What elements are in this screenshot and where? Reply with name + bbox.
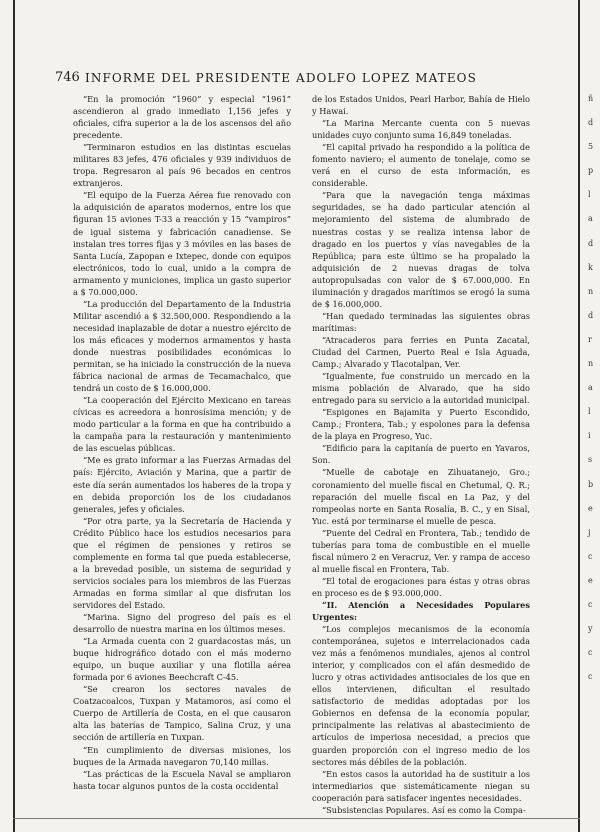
paragraph: “Por otra parte, ya la Secretaría de Hacienda y Crédito Público hace los estudios necesarios para que el régimen de pensiones y retiros se complemente en forma tal que pueda establecerse, a la brevedad posible, un sistema de seguridad y servicios sociales para los miembros de las Fuerzas Armadas en forma similar al que disfrutan los servidores del Estado. xyxy=(73,515,291,610)
margin-fragment: k xyxy=(588,262,593,272)
margin-fragment: e xyxy=(588,575,593,585)
paragraph: “Espigones en Bajamita y Puerto Escondido, Camp.; Frontera, Tab.; y espolones para la defensa de la playa en Progreso, Yuc. xyxy=(312,407,530,442)
left-text-column xyxy=(73,93,291,808)
margin-fragment: c xyxy=(588,648,593,658)
margin-fragment: a xyxy=(588,214,593,224)
margin-fragment: b xyxy=(588,479,594,489)
paragraph: “Atracaderos para ferries en Punta Zacatal, Ciudad del Carmen, Puerto Real e Isla Aguada, Camp.; Alvarado y Tlacotalpan, Ver. xyxy=(312,334,530,370)
margin-fragment: c xyxy=(588,672,593,682)
facing-page-margin-fragments xyxy=(588,93,600,682)
margin-fragment: d xyxy=(588,310,594,320)
margin-fragment: a xyxy=(588,383,593,393)
paragraph: “En cumplimiento de diversas misiones, los buques de la Armada navegaron 70,140 millas. xyxy=(73,744,291,767)
page-fold-line xyxy=(578,0,580,832)
page-header xyxy=(55,70,505,90)
paragraph: “La Armada cuenta con 2 guardacostas más, un buque hidrográfico dotado con el más moderno equipo, un buque auxiliar y una flotilla aérea formada por 6 aviones Beechcraft C-45. xyxy=(73,636,291,683)
margin-fragment: c xyxy=(588,599,593,609)
margin-fragment: j xyxy=(588,527,591,537)
margin-fragment: 5 xyxy=(588,142,594,152)
paragraph: “Terminaron estudios en las distintas escuelas militares 83 jefes, 476 oficiales y 939 individuos de tropa. Regresaron al país 96 becados en centros extranjeros. xyxy=(73,142,291,189)
paragraph: “La Marina Mercante cuenta con 5 nuevas unidades cuyo conjunto suma 16,849 toneladas. xyxy=(312,118,530,141)
paragraph: “La producción del Departamento de la Industria Militar ascendió a $ 32.500,000. Respondiendo a la necesidad inaplazable de dotar a nuestro ejército de los más eficaces y modernos armamentos y hasta donde nuestras posibilidades económicas lo permitan, se ha iniciado la construcción de la nueva fábrica nacional de armas de Tecamachalco, que tendrá un costo de $ 16.000,000. xyxy=(73,298,291,394)
paragraph: “La cooperación del Ejército Mexicano en tareas cívicas es acreedora a honrosísima mención; y de modo particular a la forma en que ha contribuido a la campaña para la restauración y mantenimiento de las escuelas públicas. xyxy=(73,395,291,454)
paragraph: “Marina. Signo del progreso del país es el desarrollo de nuestra marina en los últimos meses. xyxy=(73,612,291,635)
binding-edge-line xyxy=(13,0,15,832)
paragraph: “Me es grato informar a las Fuerzas Armadas del país: Ejército, Aviación y Marina, que a partir de este día serán aumentados los haberes de la tropa y en debida proporción los de los ciudadanos generales, jefes y oficiales. xyxy=(73,455,291,514)
section-heading: “II. Atención a Necesidades Populares Urgentes: xyxy=(312,599,530,623)
paragraph: “Igualmente, fue construido un mercado en la misma población de Alvarado, que ha sido entregado para su servicio a la autoridad municipal. xyxy=(312,371,530,406)
paragraph: “En estos casos la autoridad ha de sustituir a los intermediarios que sistemáticamente niegan su cooperación para satisfacer ingentes necesidades. xyxy=(312,768,530,803)
paragraph: “Las prácticas de la Escuela Naval se ampliaron hasta tocar algunos puntos de la costa occidental xyxy=(73,768,291,791)
paragraph: de los Estados Unidos, Pearl Harbor, Bahía de Hielo y Hawai. xyxy=(312,94,530,117)
margin-fragment: l xyxy=(588,190,591,200)
margin-fragment: l xyxy=(588,407,591,417)
margin-fragment: y xyxy=(588,624,593,634)
right-text-column xyxy=(312,93,530,815)
margin-fragment: n xyxy=(588,359,594,369)
paragraph: “El total de erogaciones para éstas y otras obras en proceso es de $ 93.000,000. xyxy=(312,575,530,598)
margin-fragment: d xyxy=(588,118,594,128)
paragraph: “El capital privado ha respondido a la política de fomento naviero; el aumento de tonelaje, como se verá en el curso de esta información, es considerable. xyxy=(312,142,530,189)
margin-fragment: p xyxy=(588,166,594,176)
margin-fragment: i xyxy=(588,431,591,441)
page-number: 746 xyxy=(55,70,80,85)
paragraph: “Para que la navegación tenga máximas seguridades, se ha dado particular atención al mejoramiento del sistema de alumbrado de nuestras costas y se realiza intensa labor de dragado en los puertos y vías navegables de la República; para este último se ha propalado la adquisición de 2 nuevas dragas de tolva autopropulsadas con valor de $ 67.000,000. En iluminación y dragados marítimos se erogó la suma de $ 16.000,000. xyxy=(312,190,530,309)
margin-fragment: n xyxy=(588,286,594,296)
margin-fragment: s xyxy=(588,455,593,465)
running-title: INFORME DEL PRESIDENTE ADOLFO LOPEZ MATEOS xyxy=(85,71,477,85)
paragraph: “Puente del Cedral en Frontera, Tab.; tendido de tuberías para toma de combustible en el muelle fiscal número 2 en Veracruz, Ver. y rampa de acceso al muelle fiscal en Frontera, Tab. xyxy=(312,527,530,574)
margin-fragment: r xyxy=(588,334,592,344)
paragraph: “Muelle de cabotaje en Zihuatanejo, Gro.; coronamiento del muelle fiscal en Chetumal, Q. R.; reparación del muelle fiscal en La Paz, y del rompeolas norte en Santa Rosalía, B. C., y en Sisal, Yuc. está por terminarse el muelle de pesca. xyxy=(312,467,530,526)
paragraph: “Se crearon los sectores navales de Coatzacoalcos, Tuxpan y Matamoros, así como el Cuerpo de Artillería de Costa, en el que causaron alta las baterías de Tampico, Salina Cruz, y una sección de artillería en Tuxpan. xyxy=(73,684,291,743)
paragraph: “Los complejos mecanismos de la economía contemporánea, sujetos e interrelacionados cada vez más a fenómenos mundiales, ajenos al control interior, y complicados con el afán desmedido de lucro y otras actividades antisociales de los que en ellos intervienen, dificultan el resultado satisfactorio de medidas adoptadas por los Gobiernos en defensa de la economía popular, principalmente las relativas al abastecimiento de artículos de imperiosa necesidad, a precios que guarden proporción con el ingreso medio de los sectores más débiles de la población. xyxy=(312,624,530,767)
margin-fragment: d xyxy=(588,238,594,248)
paragraph: “Subsistencias Populares. Así es como la Compa- xyxy=(322,804,526,815)
paragraph: “El equipo de la Fuerza Aérea fue renovado con la adquisición de aparatos modernos, entre los que figuran 15 aviones T-33 a reacción y 15 “vampiros” de igual sistema y fabricación canadiense. Se instalan tres torres fijas y 3 móviles en las bases de Santa Lucía, Zapopan e Ixtepec, donde con equipos electrónicos, todo lo cual, unido a la compra de armamento y municiones, implica un gasto superior a $ 70.000,000. xyxy=(73,190,291,297)
margin-fragment: c xyxy=(588,551,593,561)
paragraph: “Edificio para la capitanía de puerto en Yavaros, Son. xyxy=(312,443,530,466)
margin-fragment: e xyxy=(588,503,593,513)
margin-fragment: ñ xyxy=(588,94,594,103)
paragraph: “Han quedado terminadas las siguientes obras marítimas: xyxy=(312,310,530,333)
paragraph: “En la promoción “1960” y especial “1961” ascendieron al grado inmediato 1,156 jefes y oficiales, cifra superior a la de los ascensos del año precedente. xyxy=(73,94,291,141)
bottom-edge-line xyxy=(13,818,580,819)
